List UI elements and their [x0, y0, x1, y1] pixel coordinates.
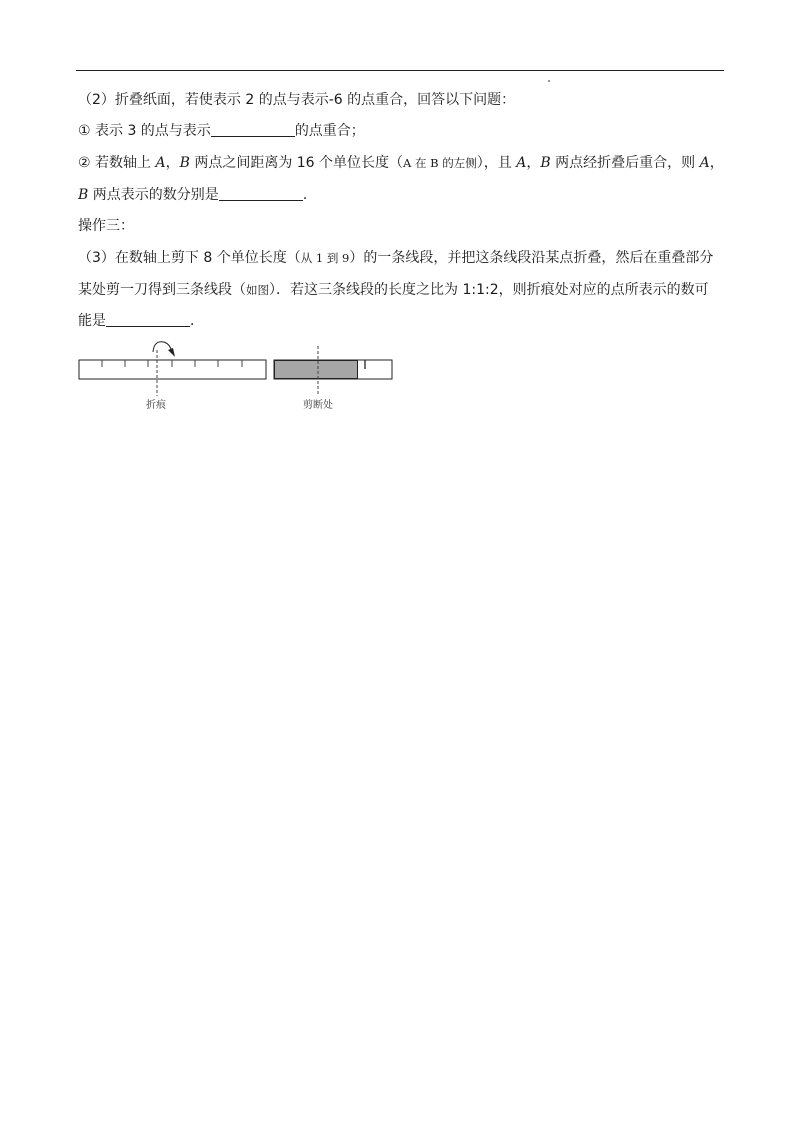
q3-text: ）．若这三条线段的长度之比为 1:1:2，则折痕处对应的点所表示的数可: [269, 282, 709, 298]
q2-part1-tail: 的点重合；: [294, 123, 365, 139]
q2-part1: [78, 121, 365, 141]
fold-cut-figure: [76, 340, 406, 420]
q3-text: （3）在数轴上剪下 8 个单位长度（: [78, 250, 301, 266]
var-b: B: [540, 155, 551, 171]
q2-part2-note: A 在 B 的左侧: [403, 156, 477, 170]
var-a: A: [155, 155, 166, 171]
var-a: A: [699, 155, 710, 171]
op3-heading-text: 操作三：: [78, 218, 134, 234]
var-b: B: [78, 187, 89, 203]
q3-note: 从 1 到 9: [300, 251, 350, 265]
q2-part2-line1: [78, 153, 724, 173]
scan-speck: [548, 80, 550, 82]
q3-text: ）的一条线段，并把这条线段沿某点折叠，然后在重叠部分: [349, 250, 714, 266]
var-a: A: [516, 155, 527, 171]
q2-part2-text: 两点经折叠后重合，则: [550, 155, 700, 171]
q2-part2-text: 两点之间距离为 16 个单位长度（: [189, 155, 404, 171]
q3-line2: [78, 280, 709, 300]
q2-part1-text: ① 表示 3 的点与表示: [78, 123, 211, 139]
answer-blank-2[interactable]: [219, 186, 303, 201]
q2-intro-text: （2）折叠纸面，若使表示 2 的点与表示-6 的点重合，回答以下问题：: [78, 92, 516, 108]
q2-part2-comma: ，: [165, 155, 180, 171]
q2-part2-comma: ，: [526, 155, 541, 171]
answer-blank-1[interactable]: [211, 122, 295, 137]
q2-part2-line2: [78, 185, 307, 205]
overlap-region: [275, 361, 358, 379]
q2-part2-comma: ，: [709, 155, 724, 171]
q3-line1: [78, 248, 713, 268]
q2-part2-text: 两点表示的数分别是: [88, 187, 219, 203]
q3-end: ．: [190, 313, 204, 329]
q3-note: 如图: [246, 283, 269, 297]
cut-label: 剪断处: [303, 400, 333, 411]
answer-blank-3[interactable]: [106, 312, 190, 327]
var-b: B: [179, 155, 190, 171]
strip-ticks: [102, 360, 242, 367]
q2-part2-text: ），且: [476, 155, 517, 171]
q2-part2-end: .: [302, 187, 308, 203]
fold-arrowhead-icon: [168, 348, 175, 357]
q3-text: 某处剪一刀得到三条线段（: [78, 282, 246, 298]
header-rule: [76, 70, 724, 71]
q3-text: 能是: [78, 313, 106, 329]
crease-label: 折痕: [146, 400, 166, 411]
q3-line3: [78, 311, 204, 331]
q2-part2-text: ② 若数轴上: [78, 155, 156, 171]
op3-heading: [78, 216, 134, 236]
q2-intro: [78, 90, 515, 110]
